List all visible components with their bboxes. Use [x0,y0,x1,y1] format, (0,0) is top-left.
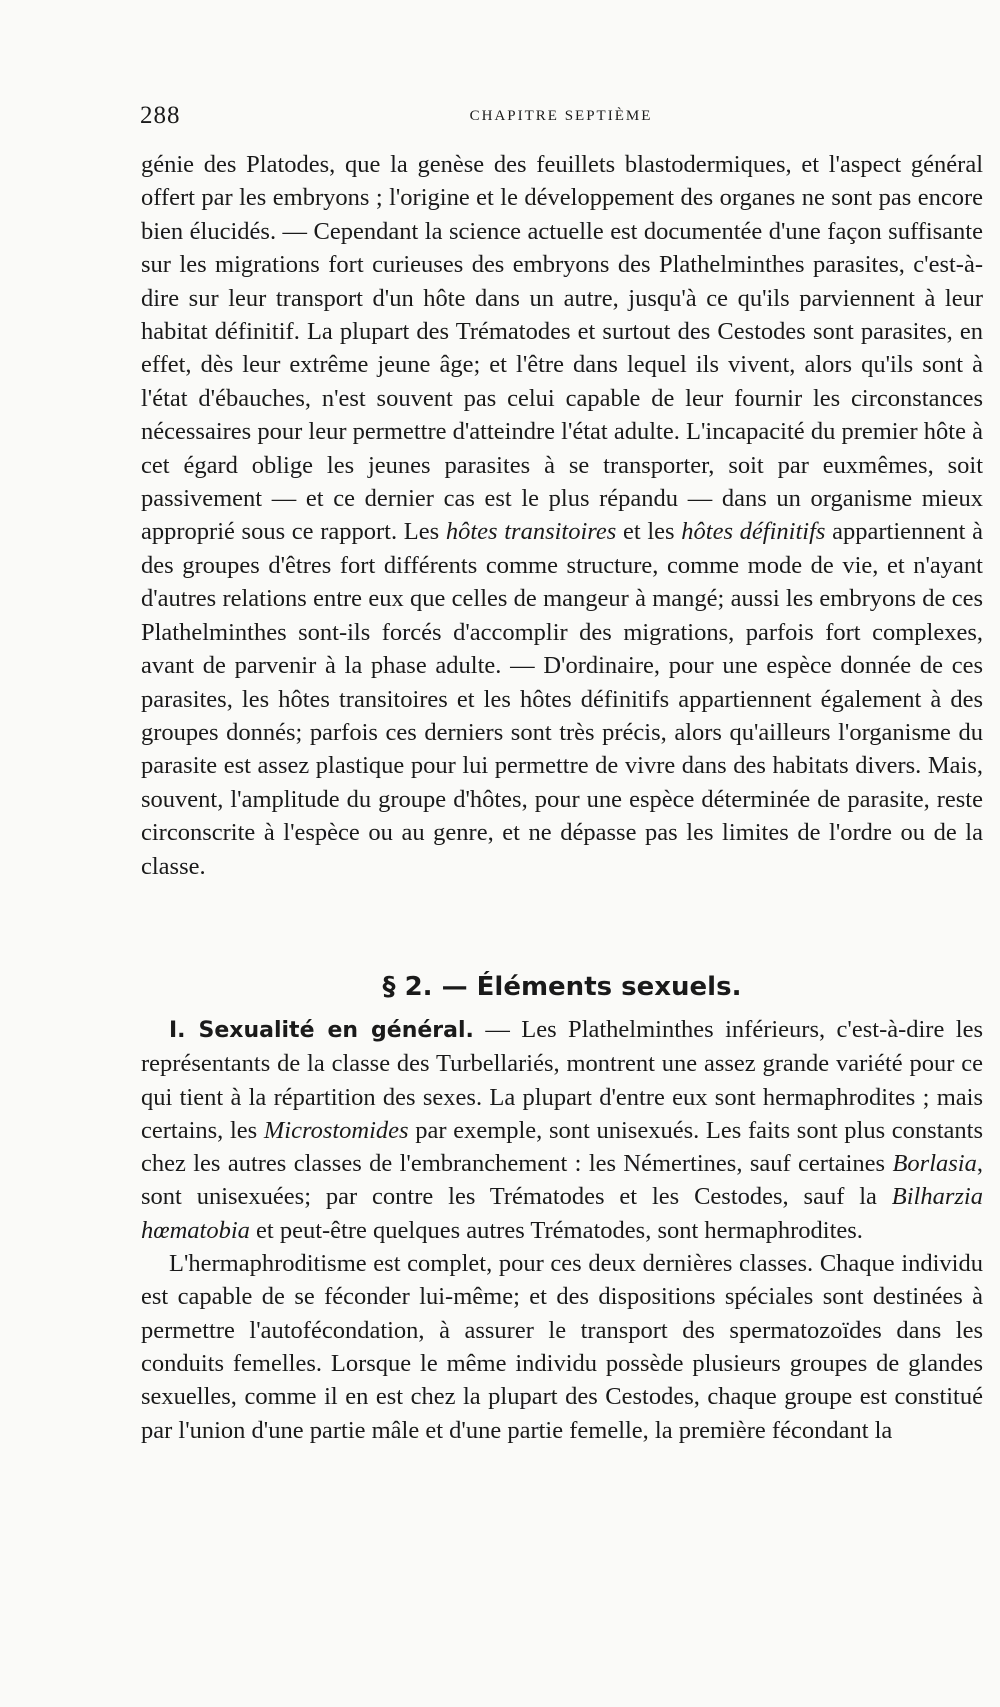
italic-term: hôtes définitifs [681,518,826,546]
italic-term: Bilharzia hœmatobia [141,1183,983,1244]
subheading: I. Sexualité en général. [169,1018,474,1043]
paragraph-text: par exemple, sont unisexués. Les faits sont plus constants chez les autres classes de l'embranchement : les Némertines, sauf certaines [141,1116,983,1178]
paragraph-text: et peut-être quelques autres Trématodes, sont hermaphrodites. [249,1216,863,1244]
paragraph-text: , sont unisexuées; par contre les Trématodes et les Cestodes, sauf la [141,1150,983,1211]
italic-term: Borlasia [892,1150,977,1178]
page-number: 288 [140,102,181,129]
paragraph-text: et les [616,518,682,546]
paragraph [141,1013,983,1247]
paragraph-text: appartiennent à des groupes d'êtres fort différents comme structure, comme mode de vie, et n'ayant d'autres relations entre eux que celles de mangeur à mangé; aussi les embryons de ces Plathelminthes sont-ils forcés d'accomplir des migrations, parfois fort complexes, avant de parvenir à la phase adulte. — D'ordinaire, pour une espèce donnée de ces parasites, les hôtes transitoires et les hôtes définitifs appartiennent également à des groupes donnés; parfois ces derniers sont très précis, alors qu'ailleurs l'organisme du parasite est assez plastique pour lui permettre de vivre dans des habitats divers. Mais, souvent, l'amplitude du groupe d'hôtes, pour une espèce déterminée de parasite, reste circonscrite à l'espèce ou au genre, et ne dépasse pas les limites de l'ordre ou de la classe. [141,518,984,880]
italic-term: hôtes transitoires [445,518,617,546]
body-text-upper [141,148,983,883]
section-heading: § 2. — Éléments sexuels. [382,972,742,1002]
paragraph-text: — Les Plathelminthes inférieurs, c'est-à-dire les représentants de la classe des Turbellariés, montrent une assez grande variété pour ce qui tient à la répartition des sexes. La plupart d'entre eux sont hermaphrodites ; mais certains, les [141,1016,983,1144]
chapter-title: CHAPITRE SEPTIÈME [469,108,653,124]
paragraph: L'hermaphroditisme est complet, pour ces deux dernières classes. Chaque individu est capable de se féconder lui-même; et des dispositions spéciales sont destinées à permettre l'autofécondation, à assurer le transport des spermatozoïdes dans les conduits femelles. Lorsque le même individu possède plusieurs groupes de glandes sexuelles, comme il en est chez la plupart des Cestodes, chaque groupe est constitué par l'union d'une partie mâle et d'une partie femelle, la première fécondant la [141,1250,983,1444]
italic-term: Microstomides [263,1116,409,1144]
paragraph-text: génie des Platodes, que la genèse des feuillets blastodermiques, et l'aspect général offert par les embryons ; l'origine et le développement des organes ne sont pas encore bien élucidés. — Cependant la science actuelle est documentée d'une façon suffisante sur les migrations fort curieuses des embryons des Plathelminthes parasites, c'est-à-dire sur leur transport d'un hôte dans un autre, jusqu'à ce qu'ils parviennent à leur habitat définitif. La plupart des Trématodes et surtout des Cestodes sont parasites, en effet, dès leur extrême jeune âge; et l'être dans lequel ils vivent, alors qu'ils sont à l'état d'ébauches, n'est souvent pas celui capable de leur fournir les circonstances nécessaires pour leur permettre d'atteindre l'état adulte. L'incapacité du premier hôte à cet égard oblige les jeunes parasites à se transporter, soit par euxmêmes, soit passivement — et ce dernier cas est le plus répandu — dans un organisme mieux approprié sous ce rapport. Les [141,151,983,546]
running-head [140,102,982,136]
body-text-lower [141,1013,983,1447]
paragraph [141,148,983,883]
